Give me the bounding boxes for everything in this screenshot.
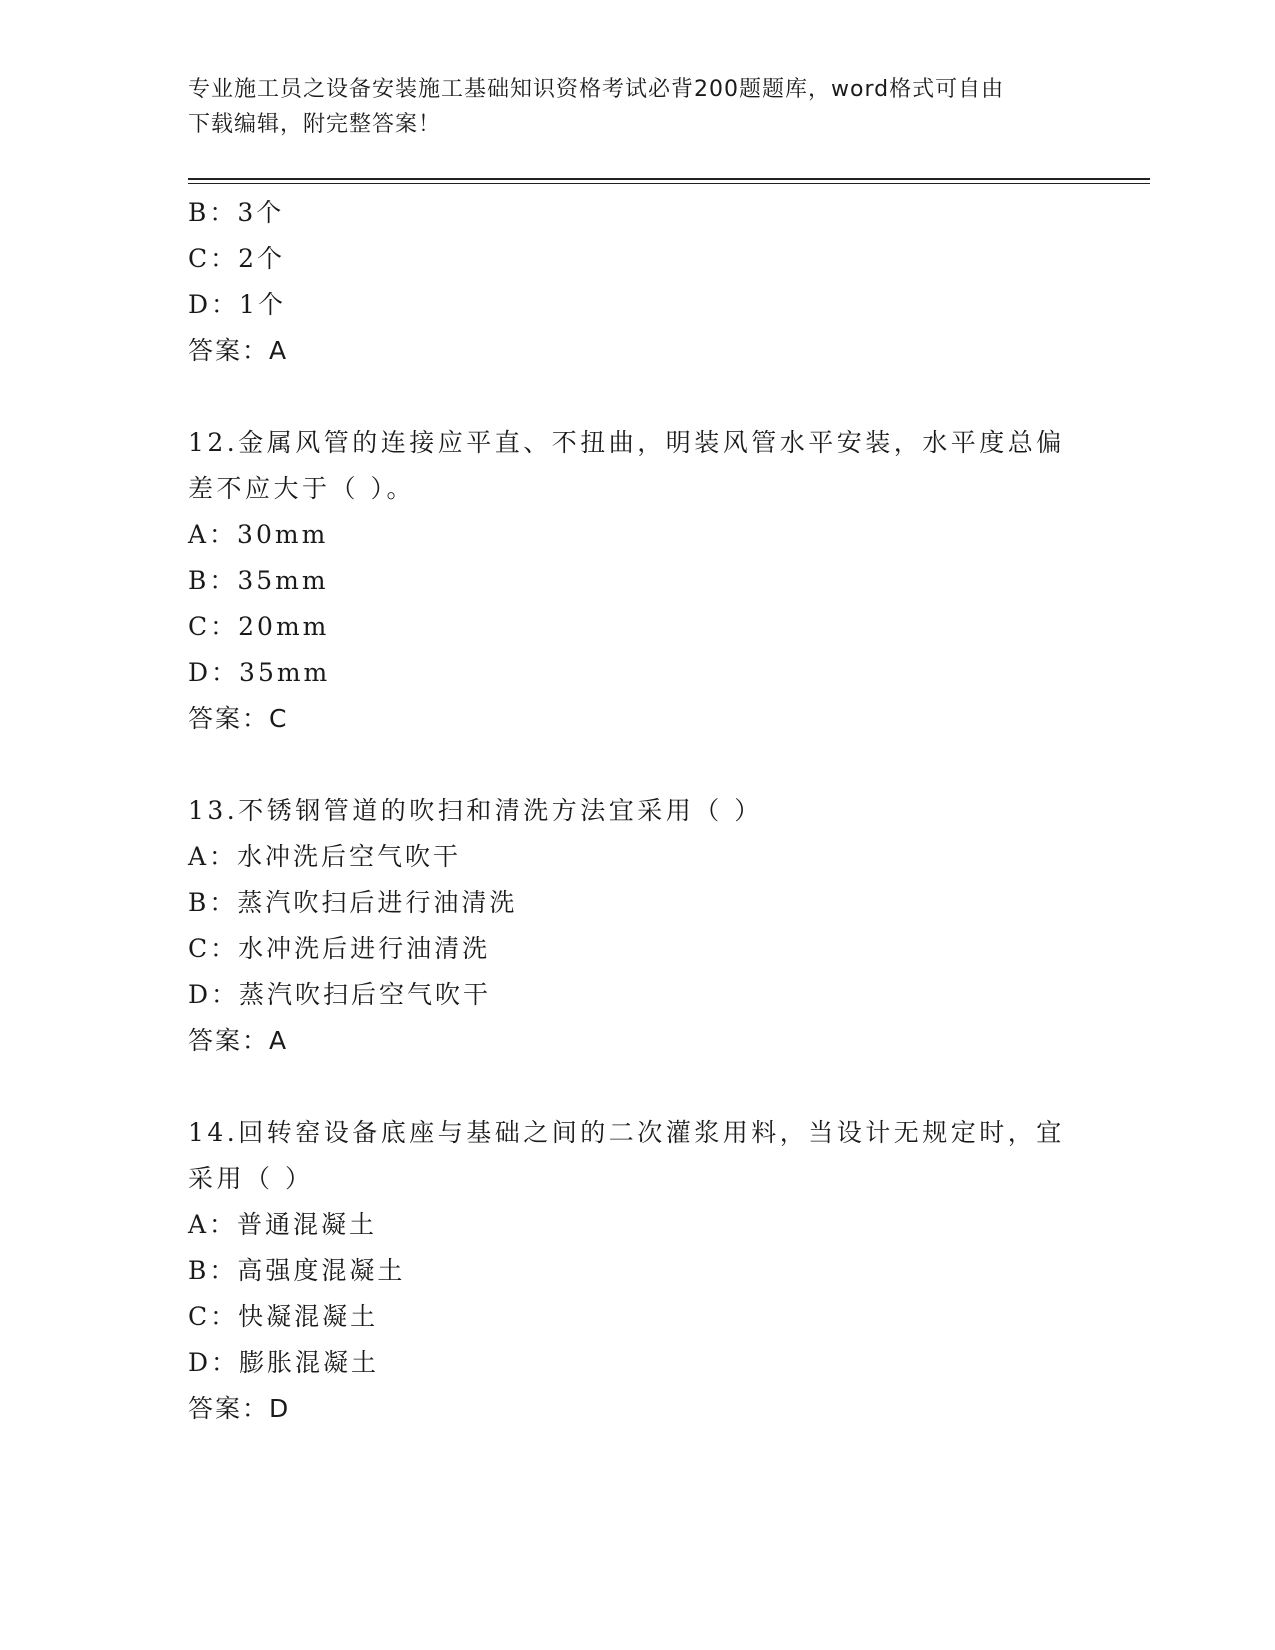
option-b: B：蒸汽吹扫后进行油清洗 bbox=[188, 888, 518, 917]
option-c: C：2个 bbox=[188, 244, 286, 273]
header-divider-thick bbox=[188, 178, 1150, 180]
option-c: C：快凝混凝土 bbox=[188, 1302, 379, 1331]
question-list bbox=[188, 190, 1088, 1432]
answer-line: 答案：A bbox=[188, 1026, 289, 1055]
option-c: C：水冲洗后进行油清洗 bbox=[188, 934, 491, 963]
question-14 bbox=[188, 1110, 1088, 1432]
spacer bbox=[188, 742, 1088, 788]
option-d: D：1个 bbox=[188, 290, 286, 319]
option-b: B：35mm bbox=[188, 566, 329, 595]
header-line-1: 专业施工员之设备安装施工基础知识资格考试必背200题题库，word格式可自由 bbox=[188, 77, 1005, 102]
option-b: B：3个 bbox=[188, 198, 285, 227]
header-divider-thin bbox=[188, 183, 1150, 184]
spacer bbox=[188, 1064, 1088, 1110]
option-d: D：膨胀混凝土 bbox=[188, 1348, 380, 1377]
question-text-line-1: 14.回转窑设备底座与基础之间的二次灌浆用料，当设计无规定时，宜 bbox=[188, 1118, 1065, 1147]
question-13 bbox=[188, 788, 1088, 1064]
question-text-line-2: 采用（ ） bbox=[188, 1164, 314, 1193]
option-a: A：30mm bbox=[188, 520, 329, 549]
question-text-line-2: 差不应大于（ ）。 bbox=[188, 474, 415, 503]
answer-line: 答案：C bbox=[188, 704, 289, 733]
option-d: D：蒸汽吹扫后空气吹干 bbox=[188, 980, 492, 1009]
answer-line: 答案：D bbox=[188, 1394, 291, 1423]
spacer bbox=[188, 374, 1088, 420]
answer-line: 答案：A bbox=[188, 336, 289, 365]
question-12 bbox=[188, 420, 1088, 742]
option-b: B：高强度混凝土 bbox=[188, 1256, 406, 1285]
question-text-line-1: 12.金属风管的连接应平直、不扭曲，明装风管水平安装，水平度总偏 bbox=[188, 428, 1065, 457]
document-header bbox=[188, 72, 1088, 142]
option-a: A：普通混凝土 bbox=[188, 1210, 378, 1239]
option-d: D：35mm bbox=[188, 658, 331, 687]
question-11 bbox=[188, 190, 1088, 374]
header-line-2: 下载编辑，附完整答案！ bbox=[188, 112, 442, 137]
option-c: C：20mm bbox=[188, 612, 330, 641]
question-text-line-1: 13.不锈钢管道的吹扫和清洗方法宜采用（ ） bbox=[188, 796, 763, 825]
option-a: A：水冲洗后空气吹干 bbox=[188, 842, 462, 871]
